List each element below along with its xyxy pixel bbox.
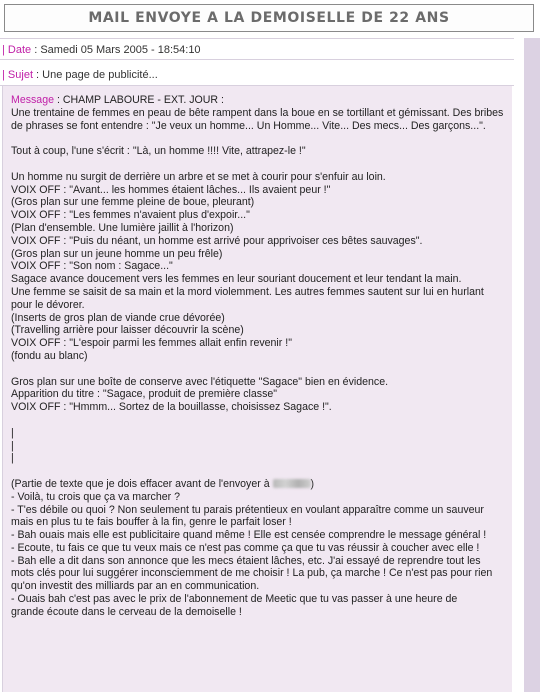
- message-line: |: [11, 452, 14, 465]
- message-line: - Ouais bah c'est pas avec le prix de l'abonnement de Meetic que tu vas passer à une heure de: [11, 593, 458, 606]
- message-line: VOIX OFF : "Puis du néant, un homme est arrivé pour apprivoiser ces bêtes sauvages".: [11, 234, 423, 247]
- message-sep: :: [54, 94, 63, 106]
- redacted-line-prefix: (Partie de texte que je dois effacer avant de l'envoyer à: [11, 477, 270, 490]
- message-line: (fondu au blanc): [11, 349, 88, 362]
- subject-value: Une page de publicité...: [42, 69, 158, 81]
- message-label: Message: [11, 94, 54, 106]
- page-title: MAIL ENVOYE A LA DEMOISELLE DE 22 ANS: [88, 10, 450, 26]
- message-line: [11, 363, 506, 376]
- subject-sep: :: [33, 69, 43, 81]
- message-line: - T'es débile ou quoi ? Non seulement tu parais prétentieux en voulant apparaître comme un sauveur: [11, 503, 484, 516]
- message-lines-part2: [11, 491, 506, 619]
- message-line: Gros plan sur une boîte de conserve avec l'étiquette "Sagace" bien en évidence.: [11, 375, 389, 388]
- message-line: VOIX OFF : "Hmmm... Sortez de la bouillasse, choisissez Sagace !".: [11, 401, 332, 414]
- mail-panel: [0, 38, 514, 692]
- message-line: (Gros plan sur une femme pleine de boue, pleurant): [11, 196, 255, 209]
- date-sep: :: [31, 44, 41, 56]
- message-line: Sagace avance doucement vers les femmes en leur souriant doucement et leur tendant la main.: [11, 273, 462, 286]
- redacted-line: [11, 478, 506, 491]
- message-line: (Inserts de gros plan de viande crue dévorée): [11, 311, 225, 324]
- message-body: [2, 86, 512, 692]
- message-line: [11, 158, 506, 171]
- message-line: - Ecoute, tu fais ce que tu veux mais ce n'est pas comme ça que tu vas réussir à coucher avec elle !: [11, 541, 480, 554]
- message-scene-heading: CHAMP LABOURE - EXT. JOUR :: [62, 94, 224, 106]
- message-line: [11, 414, 506, 427]
- right-scroll-strip: [524, 38, 540, 692]
- date-row: [0, 38, 514, 60]
- message-line: VOIX OFF : "Les femmes n'avaient plus d'expoir...": [11, 209, 250, 222]
- message-line: Un homme nu surgit de derrière un arbre et se met à courir pour s'enfuir au loin.: [11, 170, 386, 183]
- message-line: - Bah elle a dit dans son annonce que les mecs étaient lâches, etc. J'ai essayé de reprendre tout les: [11, 554, 481, 567]
- date-value: Samedi 05 Mars 2005 - 18:54:10: [40, 44, 201, 56]
- date-label: Date: [7, 44, 32, 56]
- row-marker: |: [2, 44, 8, 56]
- message-line: VOIX OFF : "L'espoir parmi les femmes allait enfin revenir !": [11, 337, 292, 350]
- message-line: VOIX OFF : "Avant... les hommes étaient lâches... Ils avaient peur !": [11, 183, 331, 196]
- message-line: [11, 132, 506, 145]
- subject-label: Sujet: [7, 69, 33, 81]
- message-line: grande écoute dans le cerveau de la demoiselle !: [11, 605, 242, 618]
- message-line: Une femme se saisit de sa main et la mord violemment. Les autres femmes sautent sur lui en hurlant: [11, 285, 484, 298]
- message-line: qu'on investit des milliards par an en communication.: [11, 580, 260, 593]
- message-line: (Travelling arrière pour laisser découvrir la scène): [11, 324, 244, 337]
- message-line: - Bah ouais mais elle est publicitaire quand même ! Elle est censée comprendre le message général !: [11, 529, 487, 542]
- message-line: mots clés pour lui suggérer inconsciemment de me choisir ! La pub, ça marche ! Ce n'est pas pour rien: [11, 567, 493, 580]
- message-line: pour le dévorer.: [11, 298, 85, 311]
- redacted-line-suffix: ): [310, 477, 315, 490]
- message-line: de phrases se font entendre : "Je veux un homme... Un Homme... Vite... Des mecs... Des garçons...".: [11, 119, 486, 132]
- subject-row: [0, 64, 514, 86]
- message-line: (Plan d'ensemble. Une lumière jaillit à l'horizon): [11, 221, 234, 234]
- page-title-box: [4, 4, 534, 32]
- message-line: Une trentaine de femmes en peau de bête rampent dans la boue en se tortillant et gémissant. Des bribes: [11, 106, 504, 119]
- message-line: (Gros plan sur un jeune homme un peu frêle): [11, 247, 223, 260]
- message-lines-part1: [11, 107, 506, 478]
- row-marker: |: [2, 69, 8, 81]
- message-line: VOIX OFF : "Son nom : Sagace...": [11, 260, 173, 273]
- message-line: - Voilà, tu crois que ça va marcher ?: [11, 490, 180, 503]
- message-line: [11, 465, 506, 478]
- message-first-line: [11, 94, 506, 107]
- message-line: mais en plus tu te fais bouffer à la fin, genre le parfait loser !: [11, 516, 292, 529]
- message-line: |: [11, 439, 14, 452]
- message-line: |: [11, 426, 14, 439]
- message-line: Apparition du titre : "Sagace, produit de première classe": [11, 388, 278, 401]
- redacted-name-blur: [273, 479, 311, 488]
- message-line: Tout à coup, l'une s'écrit : "Là, un homme !!!! Vite, attrapez-le !": [11, 145, 306, 158]
